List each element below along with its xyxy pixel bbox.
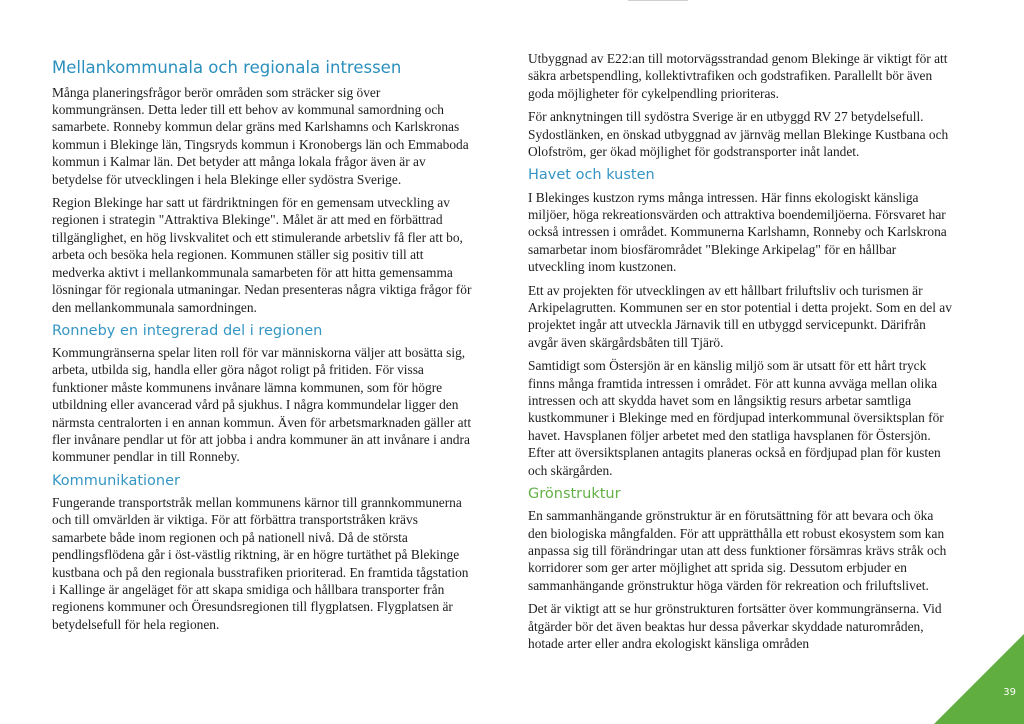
heading-havet: Havet och kusten [528, 167, 655, 184]
heading-kommunikationer: Kommunikationer [52, 472, 181, 489]
paragraph: Det är viktigt att se hur grönstrukturen fortsätter över kommungränserna. Vid åtgärder bör det även beaktas hur dessa påverkar skyddade naturområden, hotade arter eller andra ekologiskt känsliga områden [528, 601, 942, 652]
heading-gronstruktur: Grönstruktur [528, 486, 621, 503]
paragraph: Samtidigt som Östersjön är en känslig miljö som är utsatt för ett hårt tryck finns många framtida intressen i området. För att kunna avväga mellan olika intressen och att skydda havet som en långsiktig resurs arbetar samtliga kustkommuner i Blekinge med en fördjupad interkommunal översiktsplan för havet. Havsplanen följer arbetet med den statliga havsplanen för Östersjön. Efter att översiktsplanen antagits planeras också en fördjupad plan för kusten och skärgården. [528, 358, 944, 478]
paragraph: Region Blekinge har satt ut färdriktningen för en gemensam utveckling av regionen i strategin "Attraktiva Blekinge". Målet är att med en förbättrad tillgänglighet, en hög livskvalitet och ett stimulerande arbetsliv få fler att bo, arbeta och besöka hela regionen. Kommunen ställer sig positiv till att medverka aktivt i mellankommunala samarbeten för att hitta gemensamma lösningar för regionala utmaningar. Nedan presenteras några viktiga frågor för den mellankommunala samordningen. [52, 195, 472, 315]
heading-mellankommunala: Mellankommunala och regionala intressen [52, 58, 402, 77]
heading-ronneby: Ronneby en integrerad del i regionen [52, 322, 323, 339]
paragraph: I Blekinges kustzon ryms många intressen. Här finns ekologiskt känsliga miljöer, höga rekreationsvärden och attraktiva boendemiljöerna. Försvaret har också intressen i området. Kommunerna Karlshamn, Ronneby och Karlskrona samarbetar inom biosfärområdet "Blekinge Arkipelag" för en hållbar utveckling inom kustzonen. [528, 189, 947, 275]
paragraph: För anknytningen till sydöstra Sverige är en utbyggd RV 27 betydelsefull. Sydostlänken, en önskad utbyggnad av järnväg mellan Blekinge Kustbana och Olofström, ger ökad möjlighet för godstransporter inåt landet. [528, 109, 949, 160]
paragraph: Fungerande transportstråk mellan kommunens kärnor till grannkommunerna och till omvärlden är viktiga. För att förbättra transportstråken krävs samarbete både inom regionen och på nationell nivå. Då de största pendlingsflödena går i öst-västlig riktning, är en högre turtäthet på Blekinge kustbana och på den regionala busstrafiken prioriterad. En framtida tågstation i Kallinge är angeläget för att skapa smidiga och hållbara transporter från regionens kommuner och Öresundsregionen till flygplatsen. Flygplatsen är betydelsefull för hela regionen. [52, 495, 469, 632]
paragraph: Kommungränserna spelar liten roll för var människorna väljer att bosätta sig, arbeta, utbilda sig, handla eller göra något roligt på fritiden. För vissa funktioner måste kommunens invånare lämna kommunen, som för högre utbildning eller avancerad vård på sjukhus. I några kommundelar ligger den närmsta centralorten i en annan kommun. Även för arbetsmarknaden gäller att fler invånare pendlar ut för att jobba i andra kommuner än att invånare i andra kommuner pendlar in till Ronneby. [52, 345, 472, 465]
top-divider [628, 0, 688, 1]
paragraph: Utbyggnad av E22:an till motorvägsstrandad genom Blekinge är viktigt för att säkra arbetspendling, kollektivtrafiken och godstrafiken. Parallellt bör även goda möjligheter för cykelpendling prioriteras. [528, 51, 948, 101]
paragraph: Ett av projekten för utvecklingen av ett hållbart friluftsliv och turismen är Arkipelagrutten. Kommunen ser en stor potential i detta projekt. Som en del av projektet ingår att utveckla Järnavik till en utbyggd servicepunkt. Därifrån avgår även skärgårdsbåten till Tjärö. [528, 282, 952, 350]
page-number: 39 [1003, 687, 1016, 698]
left-column [52, 50, 472, 639]
paragraph: Många planeringsfrågor berör områden som sträcker sig över kommungränsen. Detta leder till ett behov av kommunal samordning och samarbete. Ronneby kommun delar gräns med Karlshamns och Karlskronas kommun i Blekinge län, Tingsryds kommun i Kronobergs län och Emmaboda kommun i Kalmar län. Det betyder att många lokala frågor även är av betydelse för utvecklingen i hela Blekinge eller sydöstra Sverige. [52, 84, 469, 187]
right-column [528, 50, 952, 658]
page-corner-triangle [934, 634, 1024, 724]
paragraph: En sammanhängande grönstruktur är en förutsättning för att bevara och öka den biologiska mångfalden. För att upprätthålla ett robust ekosystem som kan anpassa sig till förändringar utan att dess funktioner försämras krävs stråk och korridorer som ger arter möjlighet att sprida sig. Dessutom erbjuder en sammanhängande grönstruktur höga värden för rekreation och friluftslivet. [528, 508, 947, 593]
